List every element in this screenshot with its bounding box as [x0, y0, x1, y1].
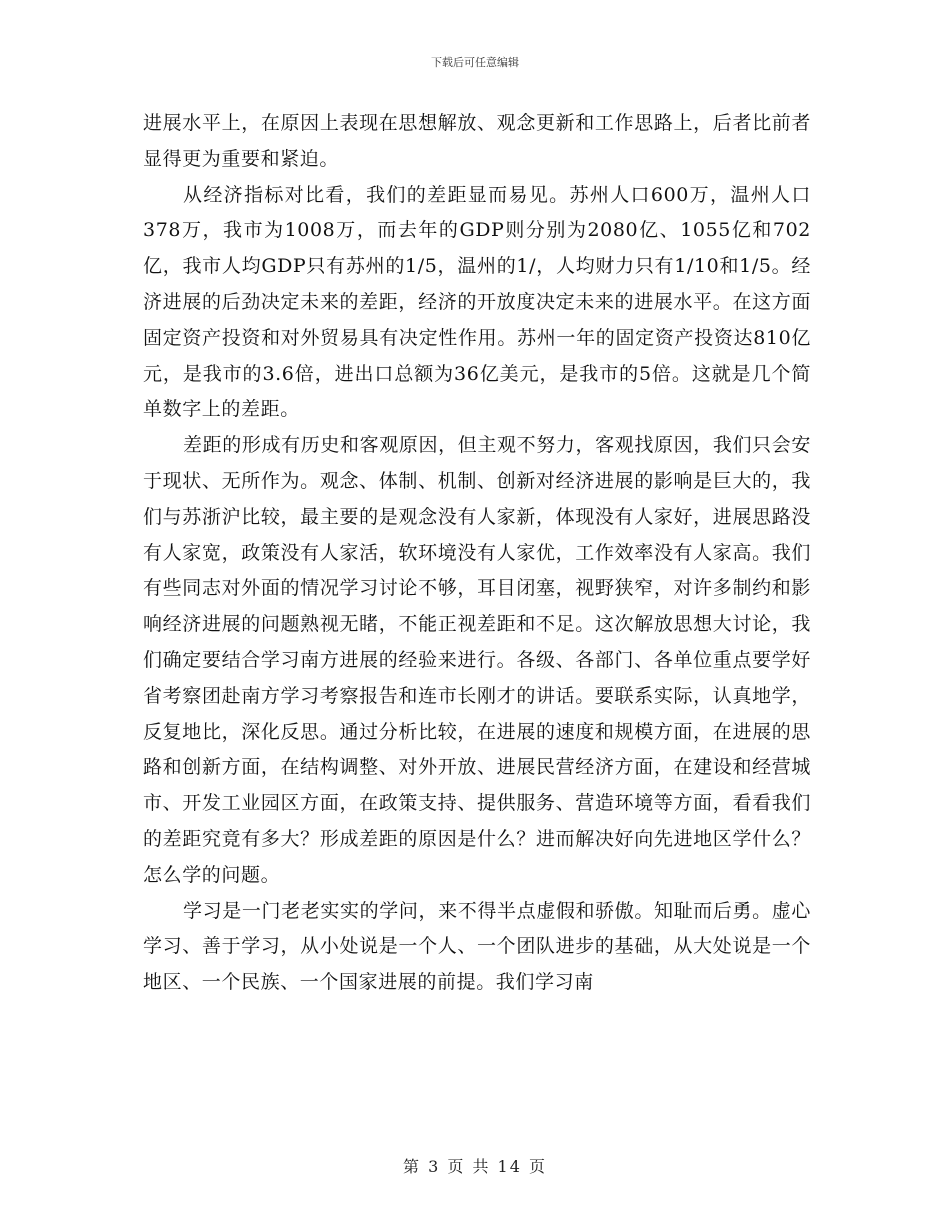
paragraph: 差距的形成有历史和客观原因，但主观不努力，客观找原因，我们只会安于现状、无所作为。观念、体制、机制、创新对经济进展的影响是巨大的，我们与苏浙沪比较，最主要的是观念没有人家新，体现没有人家好，进展思路没有人家宽，政策没有人家活，软环境没有人家优，工作效率没有人家高。我们有些同志对外面的情况学习讨论不够，耳目闭塞，视野狭窄，对许多制约和影响经济进展的问题熟视无睹，不能正视差距和不足。这次解放思想大讨论，我们确定要结合学习南方进展的经验来进行。各级、各部门、各单位重点要学好省考察团赴南方学习考察报告和连市长刚才的讲话。要联系实际，认真地学，反复地比，深化反思。通过分析比较，在进展的速度和规模方面，在进展的思路和创新方面，在结构调整、对外开放、进展民营经济方面，在建设和经营城市、开发工业园区方面，在政策支持、提供服务、营造环境等方面，看看我们的差距究竟有多大？形成差距的原因是什么？进而解决好向先进地区学什么？怎么学的问题。: [143, 434, 811, 886]
page-header: 下载后可任意编辑: [431, 56, 519, 69]
paragraph: 进展水平上，在原因上表现在思想解放、观念更新和工作思路上，后者比前者显得更为重要和紧迫。: [143, 112, 811, 170]
document-body: [143, 106, 811, 1001]
paragraph: 学习是一门老老实实的学问，来不得半点虚假和骄傲。知耻而后勇。虚心学习、善于学习，从小处说是一个人、一个团队进步的基础，从大处说是一个地区、一个民族、一个国家进展的前提。我们学习南: [143, 899, 811, 994]
page-number-footer: 第 3 页 共 14 页: [403, 1157, 547, 1176]
paragraph: 从经济指标对比看，我们的差距显而易见。苏州人口600万，温州人口378万，我市为1008万，而去年的GDP则分别为2080亿、1055亿和702亿，我市人均GDP只有苏州的1/5，温州的1/，人均财力只有1/10和1/5。经济进展的后劲决定未来的差距，经济的开放度决定未来的进展水平。在这方面固定资产投资和对外贸易具有决定性作用。苏州一年的固定资产投资达810亿元，是我市的3.6倍，进出口总额为36亿美元，是我市的5倍。这就是几个简单数字上的差距。: [143, 183, 811, 421]
